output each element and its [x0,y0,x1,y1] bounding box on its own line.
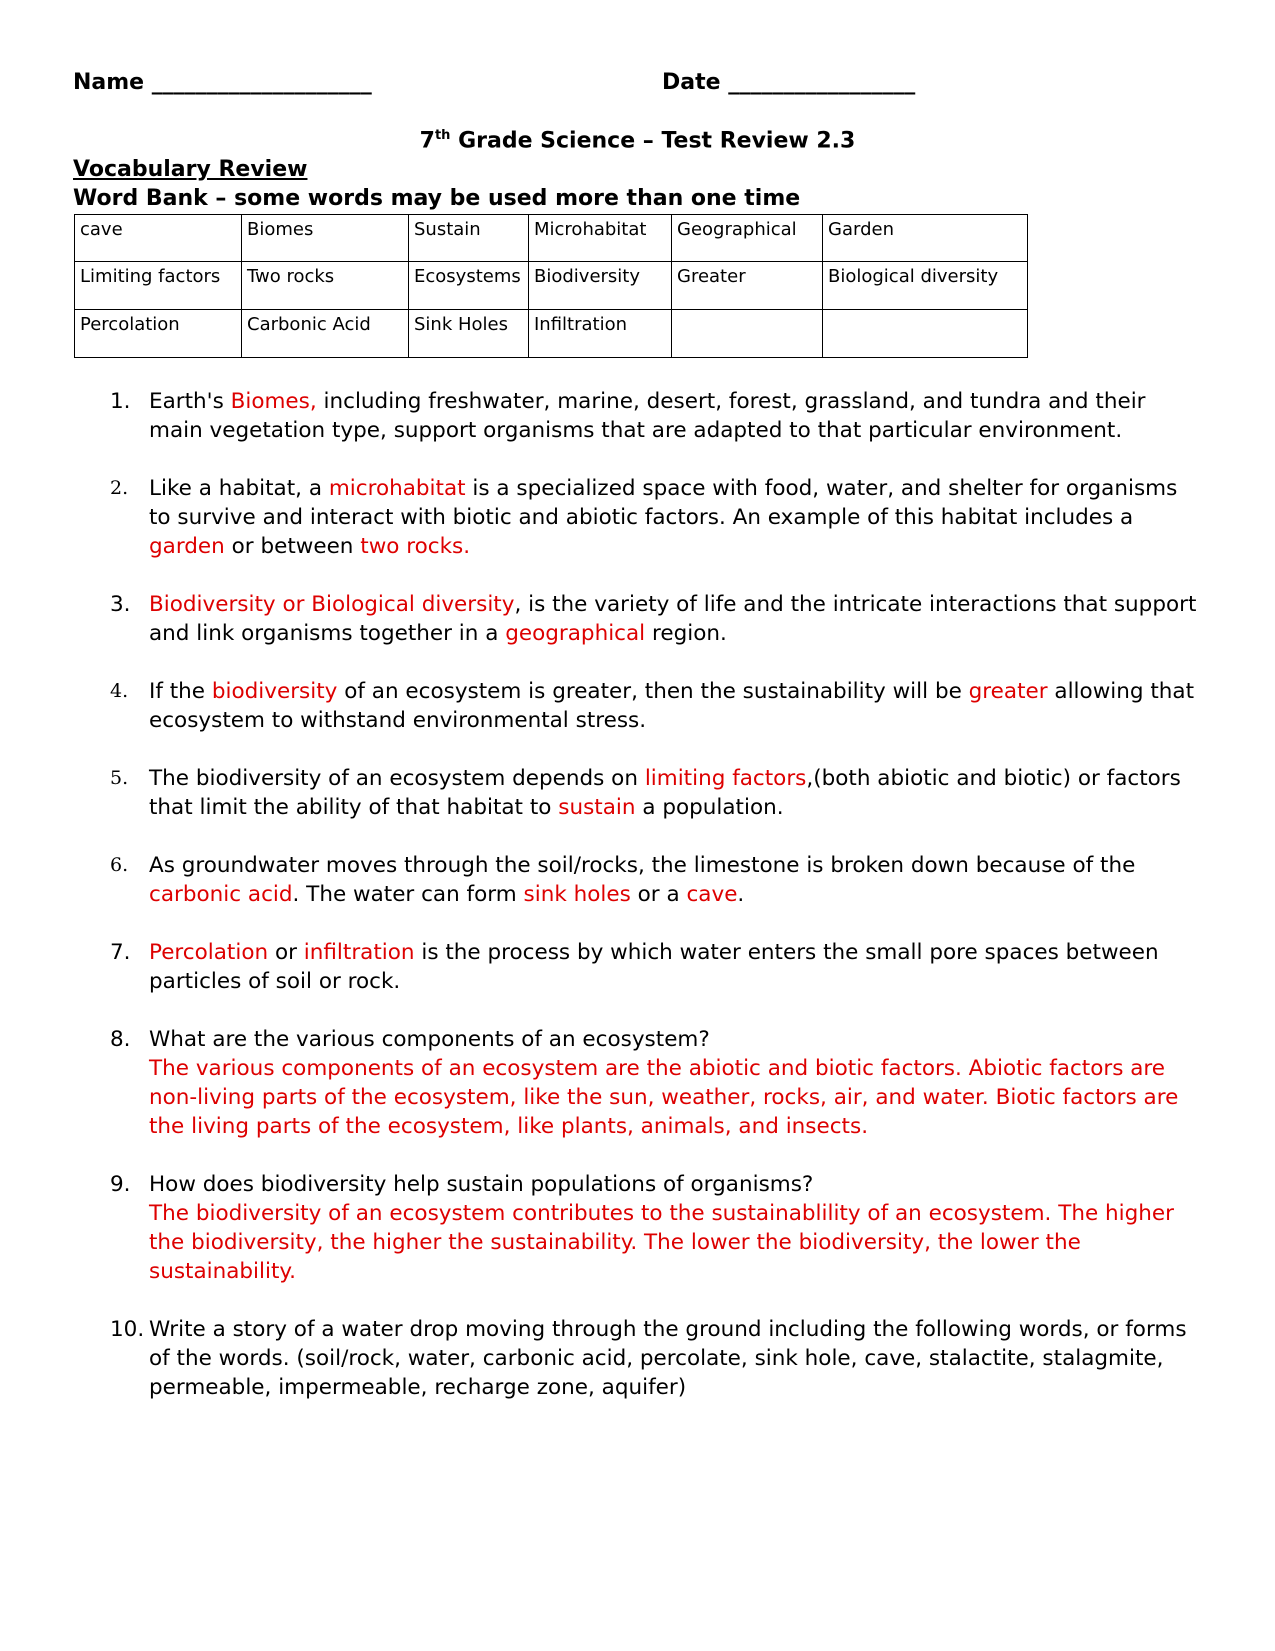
answer-term: microhabitat [328,476,466,501]
word-bank-cell: Ecosystems [409,262,529,310]
question-number: 3. [110,592,131,617]
question-item [0,1170,1275,1286]
question-text-segment: a population. [635,795,784,820]
question-text-segment: or [268,940,304,965]
question-text-segment: or a [630,882,687,907]
question-text-segment: . The water can form [292,882,524,907]
title-grade-suffix: th [434,128,451,143]
word-bank-cell: Geographical [672,215,823,262]
question-text-segment: region. [645,621,727,646]
vocabulary-review-heading: Vocabulary Review [73,157,308,182]
word-bank-cell: Infiltration [529,310,672,358]
question-text [149,590,1200,648]
word-bank-cell: Sink Holes [409,310,529,358]
word-bank-cell: Microhabitat [529,215,672,262]
answer-term: two rocks. [360,534,471,559]
question-text-segment: of an ecosystem is greater, then the sustainability will be [337,679,969,704]
word-bank-table [74,214,1028,358]
question-text-segment: What are the various components of an ecosystem? [149,1027,710,1052]
question-text [149,764,1200,822]
question-text-segment: As groundwater moves through the soil/rocks, the limestone is broken down because of the [149,853,1136,878]
question-number: 8. [110,1027,131,1052]
word-bank-cell: Limiting factors [75,262,242,310]
question-list [0,387,1275,1431]
question-item [0,677,1275,735]
answer-term: limiting factors [644,766,807,791]
answer-term: Percolation [149,940,269,965]
question-text-segment: , is the variety of life and the intricate interactions that support and link organisms together in a [149,592,1197,646]
question-item [0,387,1275,445]
answer-term: geographical [505,621,646,646]
word-bank-cell: Biomes [242,215,409,262]
question-text-segment: or between [224,534,361,559]
question-text [149,938,1200,996]
question-number: 4. [110,680,129,702]
answer-term: biodiversity [211,679,338,704]
word-bank-row [75,262,1028,310]
question-text [149,677,1200,735]
word-bank-heading: Word Bank – some words may be used more than one time [73,186,801,211]
question-text-segment: Like a habitat, a [149,476,329,501]
question-number: 6. [110,854,129,876]
word-bank-cell [823,310,1028,358]
answer-text: The various components of an ecosystem are the abiotic and biotic factors. Abiotic factors are non-living parts of the ecosystem, like the sun, weather, rocks, air, and water. Biotic factors are the living parts of the ecosystem, like plants, animals, and insects. [149,1056,1179,1139]
question-number: 9. [110,1172,131,1197]
title-grade-number: 7 [419,128,435,154]
answer-term: greater [968,679,1048,704]
answer-term: sink holes [523,882,631,907]
word-bank-cell: Garden [823,215,1028,262]
question-text-segment: is the process by which water enters the small pore spaces between particles of soil or rock. [149,940,1159,994]
word-bank-cell: Greater [672,262,823,310]
question-text [149,1315,1200,1402]
answer-term: infiltration [303,940,415,965]
title-text: Grade Science – Test Review 2.3 [450,128,856,154]
word-bank-cell: cave [75,215,242,262]
question-text-segment: If the [149,679,212,704]
word-bank-cell: Sustain [409,215,529,262]
question-item [0,590,1275,648]
answer-term: Biomes, [230,389,317,414]
question-item [0,764,1275,822]
page-title [0,128,1275,153]
question-number: 2. [110,477,129,499]
answer-term: garden [149,534,225,559]
question-text [149,387,1200,445]
question-text-segment: is a specialized space with food, water, and shelter for organisms to survive and interact with biotic and abiotic factors. An example of this habitat includes a [149,476,1178,530]
question-text-segment: allowing that ecosystem to withstand environmental stress. [149,679,1195,733]
question-number: 10. [110,1317,145,1342]
date-field-label: Date _________________ [662,70,916,95]
question-text [149,1170,1200,1199]
question-text [149,474,1200,561]
word-bank-cell: Biodiversity [529,262,672,310]
word-bank-cell: Percolation [75,310,242,358]
word-bank-cell: Carbonic Acid [242,310,409,358]
question-item [0,1315,1275,1402]
word-bank-row [75,310,1028,358]
answer-term: carbonic acid [149,882,293,907]
question-text-segment: ,(both abiotic and biotic) or factors that limit the ability of that habitat to [149,766,1181,820]
question-text-segment: How does biodiversity help sustain populations of organisms? [149,1172,814,1197]
question-item [0,1025,1275,1141]
question-number: 5. [110,767,129,789]
question-item [0,851,1275,909]
question-item [0,938,1275,996]
answer-term: Biodiversity or Biological diversity [149,592,515,617]
name-field-label: Name ____________________ [73,70,372,95]
word-bank-cell: Two rocks [242,262,409,310]
word-bank-row [75,215,1028,262]
question-text-segment: Write a story of a water drop moving through the ground including the following words, or forms of the words. (soil/rock, water, carbonic acid, percolate, sink hole, cave, stalactite, stalagmite, permeable, impermeable, recharge zone, aquifer) [149,1317,1187,1400]
word-bank-cell [672,310,823,358]
answer-term: sustain [558,795,636,820]
question-number: 1. [110,389,131,414]
question-text-segment: . [737,882,745,907]
question-text-segment: including freshwater, marine, desert, forest, grassland, and tundra and their main vegetation type, support organisms that are adapted to that particular environment. [149,389,1146,443]
question-text [149,851,1200,909]
question-text [149,1025,1200,1054]
answer-text: The biodiversity of an ecosystem contributes to the sustainablility of an ecosystem. The higher the biodiversity, the higher the sustainability. The lower the biodiversity, the lower the sustainability. [149,1201,1174,1284]
answer-term: cave [686,882,738,907]
question-item [0,474,1275,561]
question-number: 7. [110,940,131,965]
question-text-segment: The biodiversity of an ecosystem depends on [149,766,645,791]
word-bank-cell: Biological diversity [823,262,1028,310]
question-text-segment: Earth's [149,389,231,414]
